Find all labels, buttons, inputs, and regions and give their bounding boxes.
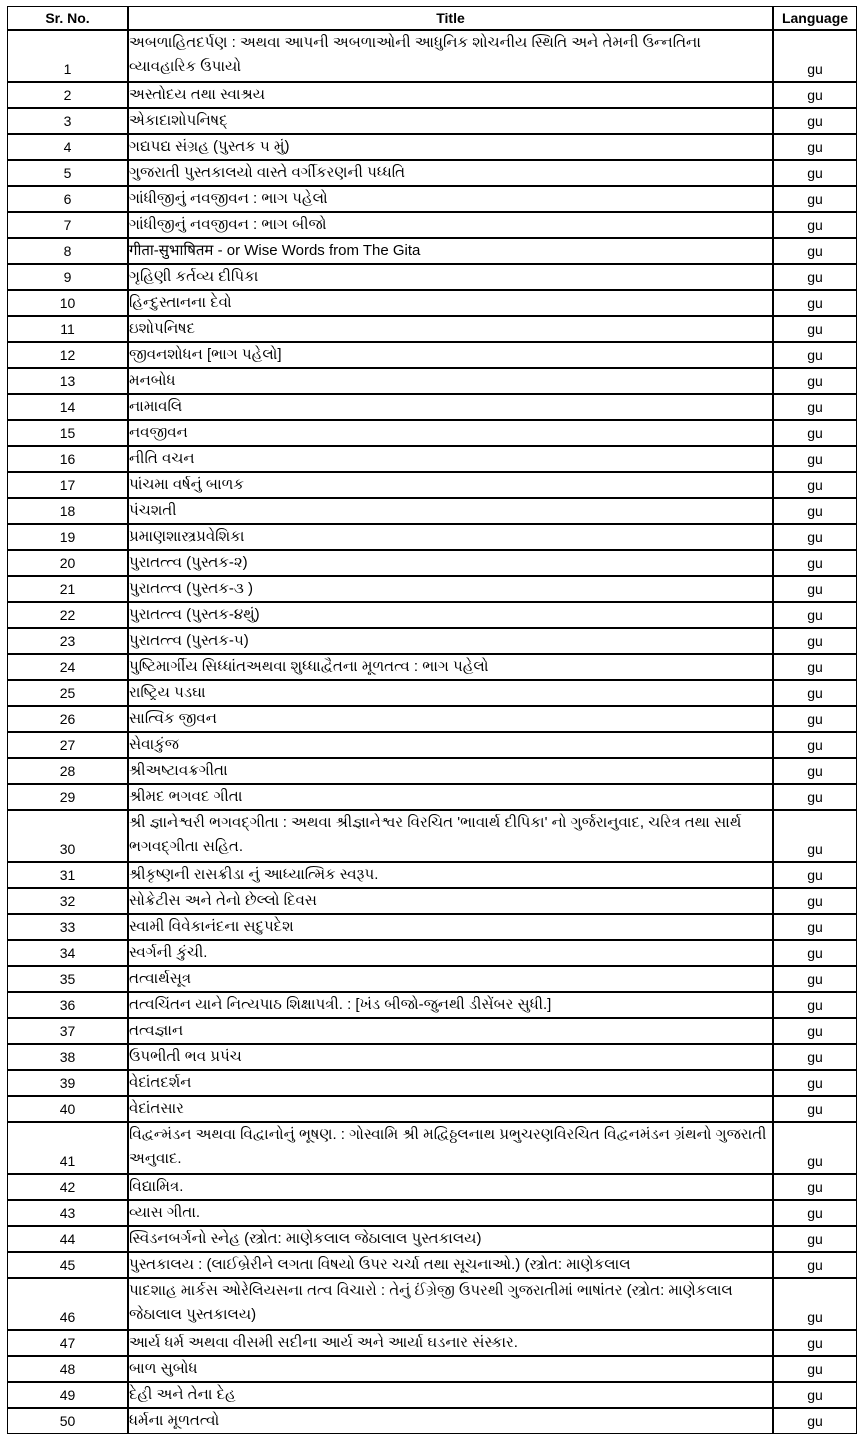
title-cell: શ્રીઅષ્ટાવક્રગીતા bbox=[128, 758, 773, 784]
table-row bbox=[7, 732, 857, 758]
sr-no-cell: 24 bbox=[7, 654, 128, 680]
sr-no-cell: 35 bbox=[7, 966, 128, 992]
language-cell: gu bbox=[773, 1096, 857, 1122]
table-row bbox=[7, 810, 857, 862]
title-cell: સાત્વિક જીવન bbox=[128, 706, 773, 732]
title-cell: પાંચમા વર્ષનું બાળક bbox=[128, 472, 773, 498]
language-cell: gu bbox=[773, 628, 857, 654]
title-cell: સોક્રેટીસ અને તેનો છેલ્લો દિવસ bbox=[128, 888, 773, 914]
title-cell: સ્વામી વિવેકાનંદના સદુપદેશ bbox=[128, 914, 773, 940]
sr-no-cell: 36 bbox=[7, 992, 128, 1018]
table-row bbox=[7, 862, 857, 888]
language-cell: gu bbox=[773, 602, 857, 628]
language-cell: gu bbox=[773, 290, 857, 316]
title-cell: નીતિ વચન bbox=[128, 446, 773, 472]
title-cell: અબળાહિતદર્પણ : અથવા આપની અબળાઓની આધુનિક શોચનીય સ્થિતિ અને તેમની ઉન્નતિના વ્યાવહારિક ઉપાયો bbox=[128, 30, 773, 82]
table-row bbox=[7, 446, 857, 472]
table-row bbox=[7, 654, 857, 680]
sr-no-cell: 28 bbox=[7, 758, 128, 784]
table-row bbox=[7, 784, 857, 810]
table-row bbox=[7, 1278, 857, 1330]
sr-no-cell: 49 bbox=[7, 1382, 128, 1408]
table-row bbox=[7, 1200, 857, 1226]
title-cell: ધર્મના મૂળતત્વો bbox=[128, 1408, 773, 1434]
table-row bbox=[7, 992, 857, 1018]
sr-no-cell: 3 bbox=[7, 108, 128, 134]
sr-no-cell: 9 bbox=[7, 264, 128, 290]
sr-no-cell: 43 bbox=[7, 1200, 128, 1226]
sr-no-cell: 4 bbox=[7, 134, 128, 160]
title-cell: સ્વર્ગની કુંચી. bbox=[128, 940, 773, 966]
table-row bbox=[7, 134, 857, 160]
sr-no-cell: 26 bbox=[7, 706, 128, 732]
sr-no-cell: 1 bbox=[7, 30, 128, 82]
title-cell: તત્વચિંતન યાને નિત્યપાઠ શિક્ષાપત્રી. : [ખંડ બીજો-જુનથી ડીસેંબર સુધી.] bbox=[128, 992, 773, 1018]
language-cell: gu bbox=[773, 862, 857, 888]
title-cell: વેદાંતદર્શન bbox=[128, 1070, 773, 1096]
title-cell: સેવાકુંજ bbox=[128, 732, 773, 758]
language-cell: gu bbox=[773, 342, 857, 368]
language-cell: gu bbox=[773, 992, 857, 1018]
language-cell: gu bbox=[773, 888, 857, 914]
title-cell: નામાવલિ bbox=[128, 394, 773, 420]
table-row bbox=[7, 1330, 857, 1356]
title-cell: પુરાતત્ત્વ (પુસ્તક-૨) bbox=[128, 550, 773, 576]
sr-no-cell: 48 bbox=[7, 1356, 128, 1382]
title-cell: ગાંધીજીનું નવજીવન : ભાગ બીજો bbox=[128, 212, 773, 238]
language-cell: gu bbox=[773, 1382, 857, 1408]
column-header-sr-no: Sr. No. bbox=[7, 6, 128, 30]
language-cell: gu bbox=[773, 1018, 857, 1044]
language-cell: gu bbox=[773, 186, 857, 212]
language-cell: gu bbox=[773, 1278, 857, 1330]
sr-no-cell: 7 bbox=[7, 212, 128, 238]
sr-no-cell: 10 bbox=[7, 290, 128, 316]
table-row bbox=[7, 82, 857, 108]
sr-no-cell: 38 bbox=[7, 1044, 128, 1070]
language-cell: gu bbox=[773, 472, 857, 498]
sr-no-cell: 23 bbox=[7, 628, 128, 654]
title-cell: એકાદાશોપનિષદ્ bbox=[128, 108, 773, 134]
title-cell: પુરાતત્ત્વ (પુસ્તક-૫) bbox=[128, 628, 773, 654]
title-cell: પુરાતત્ત્વ (પુસ્તક-૪થું) bbox=[128, 602, 773, 628]
language-cell: gu bbox=[773, 550, 857, 576]
table-row bbox=[7, 914, 857, 940]
header-row bbox=[7, 6, 857, 30]
language-cell: gu bbox=[773, 134, 857, 160]
title-cell: ઉપભીતી ભવ પ્રપંચ bbox=[128, 1044, 773, 1070]
table-row bbox=[7, 1356, 857, 1382]
table-row bbox=[7, 186, 857, 212]
title-cell: હિન્દુસ્તાનના દેવો bbox=[128, 290, 773, 316]
language-cell: gu bbox=[773, 498, 857, 524]
title-cell: જીવનશોધન [ભાગ પહેલો] bbox=[128, 342, 773, 368]
sr-no-cell: 32 bbox=[7, 888, 128, 914]
title-cell: મનબોધ bbox=[128, 368, 773, 394]
table-row bbox=[7, 888, 857, 914]
table-row bbox=[7, 108, 857, 134]
table-row bbox=[7, 290, 857, 316]
language-cell: gu bbox=[773, 680, 857, 706]
column-header-language: Language bbox=[773, 6, 857, 30]
table-row bbox=[7, 1070, 857, 1096]
sr-no-cell: 41 bbox=[7, 1122, 128, 1174]
table-row bbox=[7, 498, 857, 524]
table-row bbox=[7, 368, 857, 394]
language-cell: gu bbox=[773, 1070, 857, 1096]
language-cell: gu bbox=[773, 940, 857, 966]
language-cell: gu bbox=[773, 810, 857, 862]
sr-no-cell: 18 bbox=[7, 498, 128, 524]
sr-no-cell: 12 bbox=[7, 342, 128, 368]
sr-no-cell: 17 bbox=[7, 472, 128, 498]
title-cell: અસ્તોદય તથા સ્વાશ્રય bbox=[128, 82, 773, 108]
sr-no-cell: 22 bbox=[7, 602, 128, 628]
sr-no-cell: 34 bbox=[7, 940, 128, 966]
sr-no-cell: 5 bbox=[7, 160, 128, 186]
table-row bbox=[7, 1096, 857, 1122]
sr-no-cell: 33 bbox=[7, 914, 128, 940]
sr-no-cell: 25 bbox=[7, 680, 128, 706]
title-cell: નવજીવન bbox=[128, 420, 773, 446]
table-row bbox=[7, 1382, 857, 1408]
language-cell: gu bbox=[773, 1174, 857, 1200]
table-row bbox=[7, 706, 857, 732]
table-row bbox=[7, 550, 857, 576]
sr-no-cell: 44 bbox=[7, 1226, 128, 1252]
sr-no-cell: 15 bbox=[7, 420, 128, 446]
title-cell: પુષ્ટિમાર્ગીય સિધ્ધાંતઅથવા શુધ્ધાદ્વૈતના મૂળતત્વ : ભાગ પહેલો bbox=[128, 654, 773, 680]
language-cell: gu bbox=[773, 108, 857, 134]
column-header-title: Title bbox=[128, 6, 773, 30]
sr-no-cell: 8 bbox=[7, 238, 128, 264]
title-cell: શ્રીકૃષ્ણની રાસક્રીડા નું આધ્યાત્મિક સ્વરૂપ. bbox=[128, 862, 773, 888]
sr-no-cell: 20 bbox=[7, 550, 128, 576]
language-cell: gu bbox=[773, 914, 857, 940]
language-cell: gu bbox=[773, 784, 857, 810]
title-cell: વેદાંતસાર bbox=[128, 1096, 773, 1122]
language-cell: gu bbox=[773, 160, 857, 186]
table-row bbox=[7, 30, 857, 82]
title-cell: બાળ સુબોધ bbox=[128, 1356, 773, 1382]
title-cell: ગદ્યપદ્ય સંગ્રહ (પુસ્તક ૫ મું) bbox=[128, 134, 773, 160]
title-cell: પંચશતી bbox=[128, 498, 773, 524]
language-cell: gu bbox=[773, 1122, 857, 1174]
title-cell: પુસ્તકાલય : (લાઈબ્રેરીને લગતા વિષયો ઉપર ચર્ચા તથા સૂચનાઓ.) (સ્ત્રોત: માણેકલાલ bbox=[128, 1252, 773, 1278]
table-row bbox=[7, 394, 857, 420]
sr-no-cell: 16 bbox=[7, 446, 128, 472]
title-cell: સ્વિડનબર્ગનો સ્નેહ (સ્ત્રોત: માણેકલાલ જેઠાલાલ પુસ્તકાલય) bbox=[128, 1226, 773, 1252]
table-row bbox=[7, 212, 857, 238]
language-cell: gu bbox=[773, 394, 857, 420]
table-row bbox=[7, 472, 857, 498]
sr-no-cell: 6 bbox=[7, 186, 128, 212]
language-cell: gu bbox=[773, 368, 857, 394]
language-cell: gu bbox=[773, 524, 857, 550]
table-row bbox=[7, 264, 857, 290]
language-cell: gu bbox=[773, 1408, 857, 1434]
language-cell: gu bbox=[773, 706, 857, 732]
table-row bbox=[7, 1174, 857, 1200]
title-cell: વિદ્વન્મંડન અથવા વિદ્વાનોનું ભૂષણ. : ગોસ્વામિ શ્રી મદ્વિઠ્ઠલનાથ પ્રભુચરણવિરચિત વિદ્વનમંડન ગ્રંથનો ગુજરાતી અનુવાદ. bbox=[128, 1122, 773, 1174]
sr-no-cell: 45 bbox=[7, 1252, 128, 1278]
sr-no-cell: 11 bbox=[7, 316, 128, 342]
table-row bbox=[7, 1044, 857, 1070]
title-cell: ઇશોપનિષદ bbox=[128, 316, 773, 342]
sr-no-cell: 47 bbox=[7, 1330, 128, 1356]
table-row bbox=[7, 1226, 857, 1252]
sr-no-cell: 31 bbox=[7, 862, 128, 888]
language-cell: gu bbox=[773, 576, 857, 602]
title-cell: વ્યાસ ગીતા. bbox=[128, 1200, 773, 1226]
table-row bbox=[7, 420, 857, 446]
language-cell: gu bbox=[773, 758, 857, 784]
language-cell: gu bbox=[773, 264, 857, 290]
language-cell: gu bbox=[773, 316, 857, 342]
language-cell: gu bbox=[773, 1044, 857, 1070]
title-cell: ગુજરાતી પુસ્તકાલયો વાસ્તે વર્ગીકરણની પધ્ધતિ bbox=[128, 160, 773, 186]
language-cell: gu bbox=[773, 654, 857, 680]
title-cell: તત્વજ્ઞાન bbox=[128, 1018, 773, 1044]
sr-no-cell: 42 bbox=[7, 1174, 128, 1200]
table-row bbox=[7, 966, 857, 992]
table-row bbox=[7, 160, 857, 186]
title-cell: गीता-सुभाषितम - or Wise Words from The Gita bbox=[128, 238, 773, 264]
sr-no-cell: 29 bbox=[7, 784, 128, 810]
table-row bbox=[7, 524, 857, 550]
language-cell: gu bbox=[773, 238, 857, 264]
language-cell: gu bbox=[773, 82, 857, 108]
sr-no-cell: 50 bbox=[7, 1408, 128, 1434]
language-cell: gu bbox=[773, 1252, 857, 1278]
sr-no-cell: 27 bbox=[7, 732, 128, 758]
language-cell: gu bbox=[773, 446, 857, 472]
table-row bbox=[7, 1252, 857, 1278]
language-cell: gu bbox=[773, 30, 857, 82]
table-row bbox=[7, 680, 857, 706]
table-row bbox=[7, 602, 857, 628]
sr-no-cell: 39 bbox=[7, 1070, 128, 1096]
language-cell: gu bbox=[773, 732, 857, 758]
title-cell: રાષ્ટ્રિય પડઘા bbox=[128, 680, 773, 706]
book-catalog-table bbox=[7, 6, 857, 1434]
table-row bbox=[7, 238, 857, 264]
table-row bbox=[7, 576, 857, 602]
language-cell: gu bbox=[773, 1226, 857, 1252]
title-cell: પુરાતત્ત્વ (પુસ્તક-૩ ) bbox=[128, 576, 773, 602]
table-row bbox=[7, 940, 857, 966]
sr-no-cell: 2 bbox=[7, 82, 128, 108]
table-row bbox=[7, 1122, 857, 1174]
sr-no-cell: 46 bbox=[7, 1278, 128, 1330]
title-cell: ગૃહિણી કર્તવ્ય દીપિકા bbox=[128, 264, 773, 290]
title-cell: તત્વાર્થસૂત્ર bbox=[128, 966, 773, 992]
table-row bbox=[7, 342, 857, 368]
language-cell: gu bbox=[773, 1200, 857, 1226]
title-cell: શ્રીમદ ભગવદ ગીતા bbox=[128, 784, 773, 810]
table-row bbox=[7, 1408, 857, 1434]
title-cell: ગાંધીજીનું નવજીવન : ભાગ પહેલો bbox=[128, 186, 773, 212]
title-cell: પ્રમાણશાસ્ત્રપ્રવેશિકા bbox=[128, 524, 773, 550]
title-cell: દેહી અને તેના દેહ bbox=[128, 1382, 773, 1408]
title-cell: આર્ય ધર્મ અથવા વીસમી સદીના આર્ય અને આર્યા ઘડનાર સંસ્કાર. bbox=[128, 1330, 773, 1356]
language-cell: gu bbox=[773, 212, 857, 238]
language-cell: gu bbox=[773, 420, 857, 446]
table-row bbox=[7, 316, 857, 342]
sr-no-cell: 21 bbox=[7, 576, 128, 602]
sr-no-cell: 37 bbox=[7, 1018, 128, 1044]
table-row bbox=[7, 1018, 857, 1044]
sr-no-cell: 40 bbox=[7, 1096, 128, 1122]
language-cell: gu bbox=[773, 1330, 857, 1356]
title-cell: પાદશાહ માર્કસ ઓરેલિયસના તત્વ વિચારો : તેનું ઈંગ્રેજી ઉપરથી ગુજરાતીમાં ભાષાંતર (સ્ત્રોત: માણેકલાલ જેઠાલાલ પુસ્તકાલય) bbox=[128, 1278, 773, 1330]
title-cell: વિદ્યામિત્ર. bbox=[128, 1174, 773, 1200]
sr-no-cell: 30 bbox=[7, 810, 128, 862]
sr-no-cell: 14 bbox=[7, 394, 128, 420]
table-row bbox=[7, 628, 857, 654]
table-row bbox=[7, 758, 857, 784]
sr-no-cell: 13 bbox=[7, 368, 128, 394]
sr-no-cell: 19 bbox=[7, 524, 128, 550]
language-cell: gu bbox=[773, 1356, 857, 1382]
table-body bbox=[7, 30, 857, 1434]
title-cell: શ્રી જ્ઞાનેશ્વરી ભગવદ્ગીતા : અથવા શ્રીજ્ઞાનેશ્વર વિરચિત 'ભાવાર્થ દીપિકા' નો ગુર્જરાનુવાદ, ચરિત્ર તથા સાર્થ ભગવદ્ગીતા સહિત. bbox=[128, 810, 773, 862]
table-header bbox=[7, 6, 857, 30]
language-cell: gu bbox=[773, 966, 857, 992]
